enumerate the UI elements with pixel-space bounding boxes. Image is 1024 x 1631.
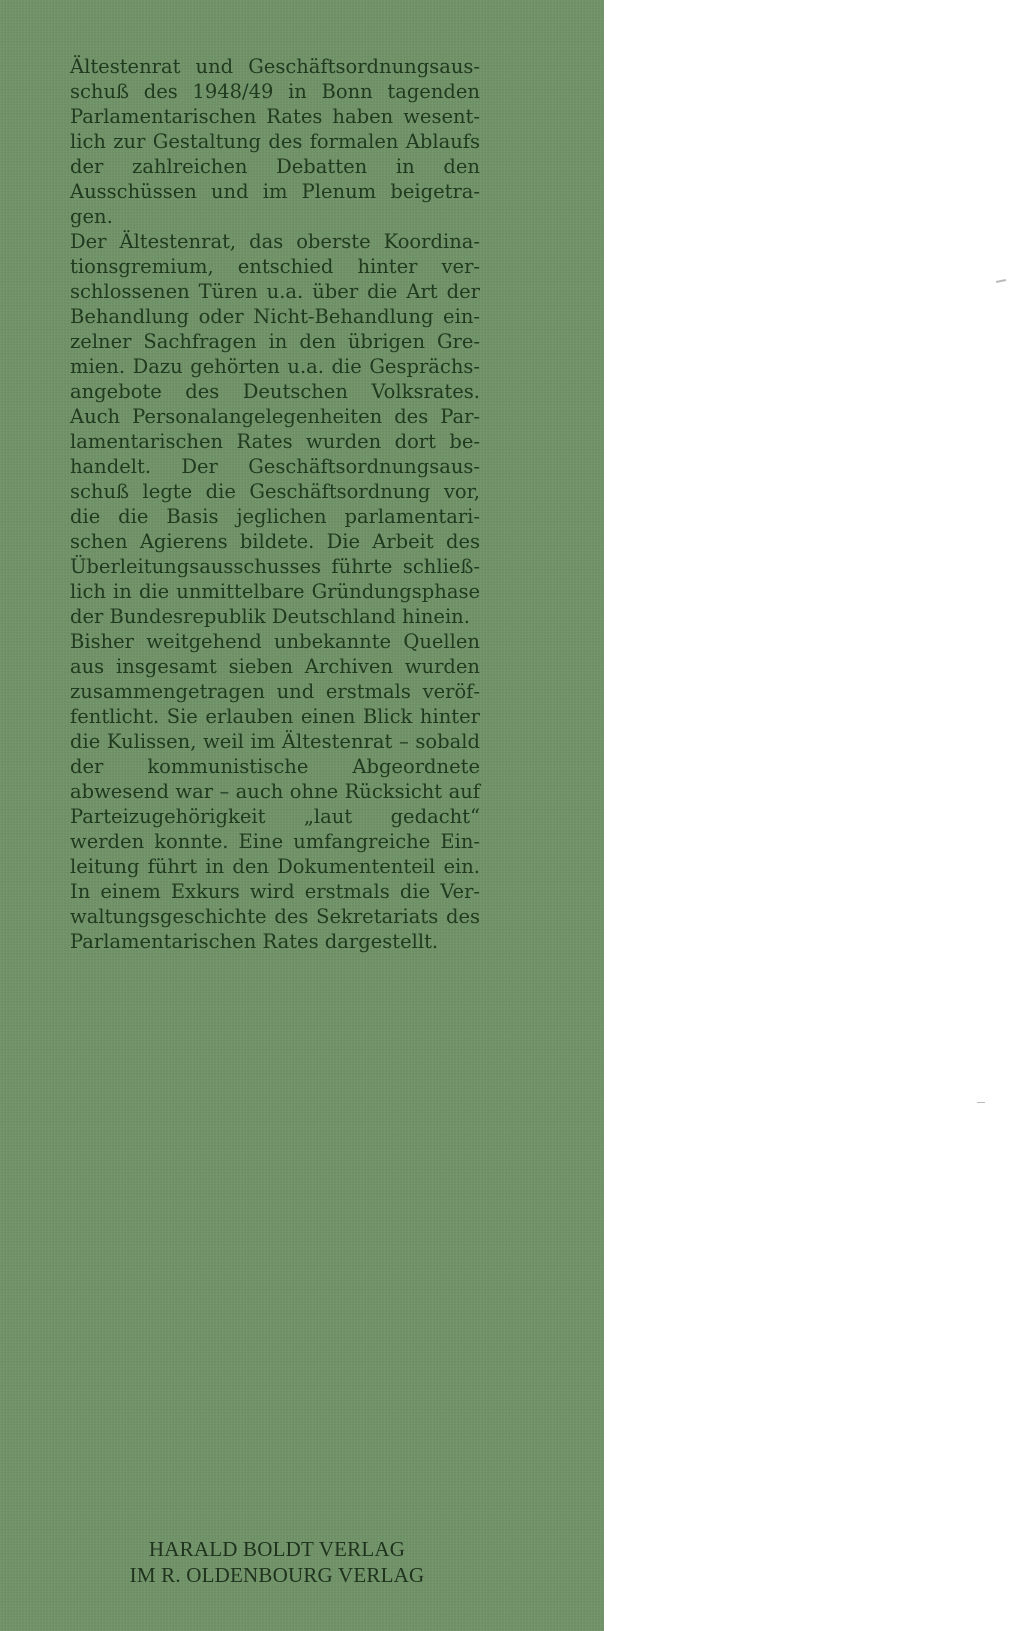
blurb-paragraph-1: Ältestenrat und Geschäftsordnungsausschuß des 1948/49 in Bonn tagenden Parlamentarischen Rates haben wesentlich zur Gestaltung des formalen Ablaufs der zahlreichen Debatten in den Ausschüssen und im Plenum beigetragen. bbox=[70, 55, 480, 228]
blurb-text bbox=[70, 54, 480, 954]
blurb-paragraph-3: Bisher weitgehend unbekannte Quellen aus insgesamt sieben Archiven wurden zusammengetragen und erstmals veröffentlicht. Sie erlauben einen Blick hinter die Kulissen, weil im Ältestenrat – sobald der kommunistische Abgeordnete abwesend war – auch ohne Rücksicht auf Parteizugehörigkeit „laut gedacht“ werden konnte. Eine umfangreiche Einleitung führt in den Dokumententeil ein. In einem Exkurs wird erstmals die Verwaltungsgeschichte des Sekretariats des Parlamentarischen Rates dargestellt. bbox=[70, 630, 480, 953]
publisher-line-2: IM R. OLDENBOURG VERLAG bbox=[129, 1563, 425, 1587]
blurb-paragraph-2: Der Ältestenrat, das oberste Koordinationsgremium, entschied hinter verschlossenen Türen u.a. über die Art der Behandlung oder Nicht-Behandlung einzelner Sachfragen in den übrigen Gremien. Dazu gehörten u.a. die Gesprächsangebote des Deutschen Volksrates. Auch Personalangelegenheiten des Parlamentarischen Rates wurden dort behandelt. Der Geschäftsordnungsausschuß legte die Geschäftsordnung vor, die die Basis jeglichen parlamentarischen Agierens bildete. Die Arbeit des Überleitungsausschusses führte schließlich in die unmittelbare Gründungsphase der Bundesrepublik Deutschland hinein. bbox=[70, 230, 480, 628]
scan-speck bbox=[996, 279, 1006, 283]
publisher-line-1: HARALD BOLDT VERLAG bbox=[148, 1537, 406, 1561]
scan-speck bbox=[977, 1102, 985, 1103]
publisher-imprint bbox=[0, 1536, 554, 1588]
